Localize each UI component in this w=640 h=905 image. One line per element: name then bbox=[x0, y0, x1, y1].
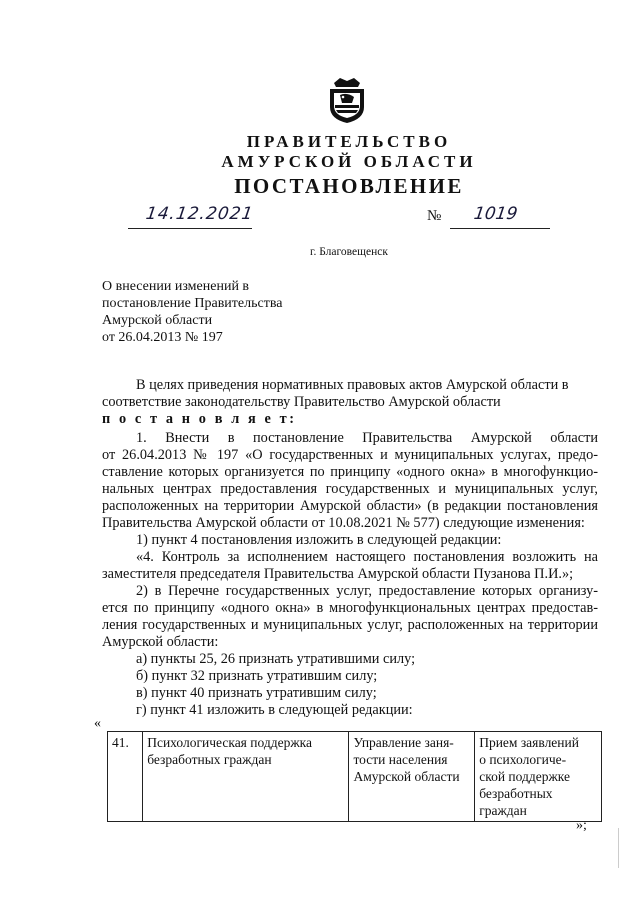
document-date: 14.12.2021 bbox=[144, 204, 255, 224]
result-line: ской поддержке bbox=[479, 769, 571, 784]
row-number-cell bbox=[108, 732, 143, 822]
document-number-field bbox=[450, 204, 550, 229]
document-date-field bbox=[128, 204, 255, 229]
subparagraph-2-line: ется по принципу «одного окна» в многофункциональных центрах предостав- bbox=[102, 600, 598, 616]
table-row bbox=[108, 732, 602, 822]
item-d: г) пункт 41 изложить в следующей редакции: bbox=[136, 702, 413, 718]
authority-line: Амурской области bbox=[353, 769, 460, 784]
paragraph-1-line: расположенных на территории Амурской области» (в редакции постановления bbox=[102, 498, 598, 514]
services-table bbox=[107, 731, 602, 822]
subject-line: О внесении изменений в bbox=[102, 279, 250, 294]
margin-divider bbox=[618, 828, 619, 868]
result-cell bbox=[475, 732, 602, 822]
paragraph-1-line: 1. Внести в постановление Правительства Амурской области bbox=[136, 430, 598, 446]
subparagraph-2-line: 2) в Перечне государственных услуг, предоставление которых организу- bbox=[136, 583, 598, 599]
paragraph-1-line: нальных центрах предоставления государственных и муниципальных услуг, bbox=[102, 481, 598, 497]
result-line: о психологиче- bbox=[479, 752, 567, 767]
subparagraph-1-quote-line: заместителя председателя Правительства Амурской области Пузанова П.И.»; bbox=[102, 566, 574, 582]
subparagraph-1: 1) пункт 4 постановления изложить в следующей редакции: bbox=[136, 532, 502, 548]
authority-line: тости населения bbox=[353, 752, 448, 767]
document-type-title: ПОСТАНОВЛЕНИЕ bbox=[234, 174, 464, 198]
intro-line: соответствие законодательству Правительство Амурской области bbox=[102, 394, 501, 410]
result-line: граждан bbox=[479, 803, 527, 818]
item-b: б) пункт 32 признать утратившим силу; bbox=[136, 668, 378, 684]
authority-line: Управление заня- bbox=[353, 735, 454, 750]
subject-line: Амурской области bbox=[102, 313, 213, 328]
subject-line: от 26.04.2013 № 197 bbox=[102, 330, 223, 345]
service-name-cell bbox=[143, 732, 349, 822]
item-c: в) пункт 40 признать утратившим силу; bbox=[136, 685, 377, 701]
result-line: Прием заявлений bbox=[479, 735, 579, 750]
subject-line: постановление Правительства bbox=[102, 296, 283, 311]
subparagraph-2-line: Амурской области: bbox=[102, 634, 219, 650]
decree-word: п о с т а н о в л я е т: bbox=[102, 411, 297, 427]
service-name-line: Психологическая поддержка bbox=[147, 735, 313, 750]
number-sign: № bbox=[427, 208, 442, 224]
item-a: а) пункты 25, 26 признать утратившими силу; bbox=[136, 651, 416, 667]
subparagraph-1-quote-line: «4. Контроль за исполнением настоящего постановления возложить на bbox=[136, 549, 598, 565]
service-name-line: безработных граждан bbox=[147, 752, 272, 767]
authority-cell bbox=[349, 732, 475, 822]
paragraph-1-line: от 26.04.2013 № 197 «О государственных и муниципальных услугах, предо- bbox=[102, 447, 598, 463]
intro-line: В целях приведения нормативных правовых актов Амурской области в bbox=[136, 377, 569, 393]
government-title-line2: АМУРСКОЙ ОБЛАСТИ bbox=[221, 152, 477, 171]
paragraph-1-line: ставление которых организуется по принципу «одного окна» в многофункцио- bbox=[102, 464, 598, 480]
government-title-line1: ПРАВИТЕЛЬСТВО bbox=[246, 132, 452, 151]
quote-close-mark: »; bbox=[576, 818, 587, 833]
document-subject bbox=[102, 278, 282, 346]
city-name: г. Благовещенск bbox=[310, 246, 388, 258]
result-line: безработных bbox=[479, 786, 553, 801]
document-number: 1019 bbox=[472, 204, 519, 224]
paragraph-1-line: Правительства Амурской области от 10.08.2021 № 577) следующие изменения: bbox=[102, 515, 585, 531]
quote-open-mark: « bbox=[94, 716, 101, 731]
amur-region-coat-of-arms-icon bbox=[326, 75, 368, 125]
row-number: 41. bbox=[112, 735, 129, 750]
subparagraph-2-line: ления государственных и муниципальных услуг, расположенных на территории bbox=[102, 617, 598, 633]
